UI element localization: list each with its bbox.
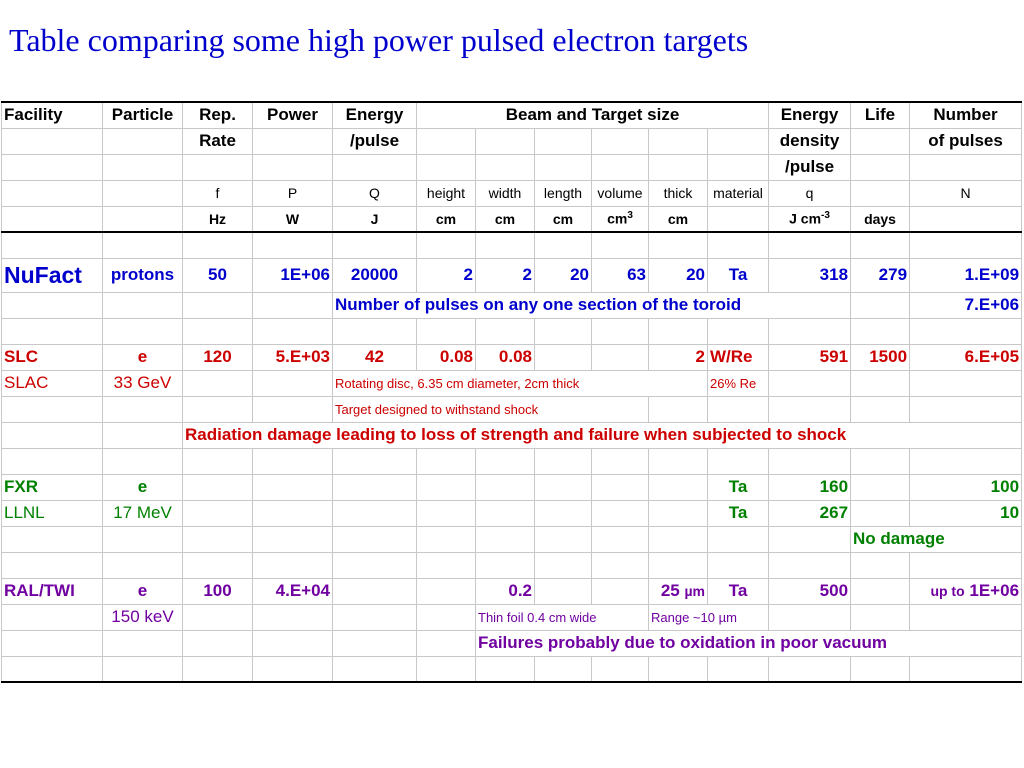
particle-cell: protons [103, 258, 183, 292]
slc-damage-note: Radiation damage leading to loss of strength and failure when subjected to shock [183, 422, 1022, 448]
density-cell: 318 [769, 258, 851, 292]
header-of-pulses: of pulses [910, 128, 1022, 154]
table-row [2, 578, 1022, 604]
header-row [2, 128, 1022, 154]
length-cell: 20 [535, 258, 592, 292]
pulses-cell: 6.E+05 [910, 344, 1022, 370]
table-row [2, 370, 1022, 396]
spacer-row [2, 656, 1022, 682]
ral-failure-note: Failures probably due to oxidation in poor vacuum [476, 630, 1022, 656]
unit-density [769, 206, 851, 232]
symbols-row [2, 180, 1022, 206]
header-facility: Facility [2, 102, 103, 128]
unit-days: days [851, 206, 910, 232]
facility-nufact: NuFact [2, 258, 103, 292]
power-cell: 5.E+03 [253, 344, 333, 370]
header-row [2, 154, 1022, 180]
header-life: Life [851, 102, 910, 128]
table-row [2, 604, 1022, 630]
power-cell: 4.E+04 [253, 578, 333, 604]
pulses-cell [910, 578, 1022, 604]
unit-density-exponent: -3 [821, 210, 830, 222]
width-cell: 2 [476, 258, 535, 292]
header-number: Number [910, 102, 1022, 128]
header-row [2, 102, 1022, 128]
pulses-cell: 1.E+09 [910, 258, 1022, 292]
slc-shock-note: Target designed to withstand shock [333, 396, 649, 422]
slc-disc-note: Rotating disc, 6.35 cm diameter, 2cm thick [333, 370, 708, 396]
ral-range-note: Range ~10 µm [649, 604, 769, 630]
thick-unit: µm [684, 583, 705, 599]
lab-llnl: LLNL [2, 500, 103, 526]
pulses-prefix: up to [930, 583, 965, 599]
life-cell: 1500 [851, 344, 910, 370]
table-row [2, 422, 1022, 448]
material-cell: W/Re [708, 344, 769, 370]
spacer-row [2, 318, 1022, 344]
unit-volume [592, 206, 649, 232]
symbol-q-density: q [769, 180, 851, 206]
energy-cell: 42 [333, 344, 417, 370]
thick-cell: 20 [649, 258, 708, 292]
symbol-thick: thick [649, 180, 708, 206]
rate-cell: 100 [183, 578, 253, 604]
particle-cell: e [103, 344, 183, 370]
material-cell: Ta [708, 578, 769, 604]
units-row [2, 206, 1022, 232]
rate-cell: 120 [183, 344, 253, 370]
header-energy-density: Energy [769, 102, 851, 128]
header-rep: Rep. [183, 102, 253, 128]
table-row [2, 292, 1022, 318]
unit-hz: Hz [183, 206, 253, 232]
header-per-pulse-2: /pulse [769, 154, 851, 180]
material-cell: Ta [708, 474, 769, 500]
density-cell: 267 [769, 500, 851, 526]
symbol-height: height [417, 180, 476, 206]
unit-height-cm: cm [417, 206, 476, 232]
density-cell: 591 [769, 344, 851, 370]
life-cell: 279 [851, 258, 910, 292]
pulses-value: 1E+06 [969, 581, 1020, 600]
thick-cell [649, 578, 708, 604]
symbol-q: Q [333, 180, 417, 206]
header-power: Power [253, 102, 333, 128]
table-row [2, 630, 1022, 656]
nufact-note: Number of pulses on any one section of the toroid [333, 292, 851, 318]
material-cell: Ta [708, 500, 769, 526]
symbol-p: P [253, 180, 333, 206]
spacer-row [2, 552, 1022, 578]
rate-cell: 50 [183, 258, 253, 292]
pulses-cell: 10 [910, 500, 1022, 526]
material-cell: Ta [708, 258, 769, 292]
facility-fxr: FXR [2, 474, 103, 500]
nufact-note-value: 7.E+06 [910, 292, 1022, 318]
symbol-material: material [708, 180, 769, 206]
facility-ral: RAL/TWI [2, 578, 103, 604]
page-title: Table comparing some high power pulsed electron targets [9, 22, 749, 58]
height-cell: 0.08 [417, 344, 476, 370]
symbol-n: N [910, 180, 1022, 206]
unit-w: W [253, 206, 333, 232]
unit-thick-cm: cm [649, 206, 708, 232]
density-cell: 160 [769, 474, 851, 500]
unit-length-cm: cm [535, 206, 592, 232]
thick-value: 25 [660, 581, 680, 600]
slc-re-note: 26% Re [708, 370, 769, 396]
table-row [2, 344, 1022, 370]
header-beam-target: Beam and Target size [417, 102, 769, 128]
particle-cell: e [103, 578, 183, 604]
spacer-row [2, 232, 1022, 258]
unit-width-cm: cm [476, 206, 535, 232]
beam-energy-cell: 150 keV [103, 604, 183, 630]
lab-slac: SLAC [2, 370, 103, 396]
table-row [2, 500, 1022, 526]
facility-slc: SLC [2, 344, 103, 370]
power-cell: 1E+06 [253, 258, 333, 292]
comparison-table [1, 101, 1022, 683]
width-cell: 0.08 [476, 344, 535, 370]
unit-volume-base: cm [607, 211, 628, 228]
thick-cell: 2 [649, 344, 708, 370]
symbol-length: length [535, 180, 592, 206]
particle-cell: e [103, 474, 183, 500]
symbol-volume: volume [592, 180, 649, 206]
spacer-row [2, 448, 1022, 474]
symbol-width: width [476, 180, 535, 206]
unit-j: J [333, 206, 417, 232]
ral-foil-note: Thin foil 0.4 cm wide [476, 604, 649, 630]
height-cell: 2 [417, 258, 476, 292]
volume-cell: 63 [592, 258, 649, 292]
width-cell: 0.2 [476, 578, 535, 604]
header-energy: Energy [333, 102, 417, 128]
energy-cell: 20000 [333, 258, 417, 292]
table-row [2, 258, 1022, 292]
beam-energy-cell: 33 GeV [103, 370, 183, 396]
beam-energy-cell: 17 MeV [103, 500, 183, 526]
table-row [2, 396, 1022, 422]
header-density: density [769, 128, 851, 154]
header-particle: Particle [103, 102, 183, 128]
fxr-note: No damage [851, 526, 1022, 552]
density-cell: 500 [769, 578, 851, 604]
header-per-pulse: /pulse [333, 128, 417, 154]
table-row [2, 474, 1022, 500]
table-row [2, 526, 1022, 552]
symbol-f: f [183, 180, 253, 206]
unit-volume-exponent: 3 [627, 210, 633, 222]
header-rate: Rate [183, 128, 253, 154]
unit-density-base: J cm [789, 211, 822, 228]
pulses-cell: 100 [910, 474, 1022, 500]
